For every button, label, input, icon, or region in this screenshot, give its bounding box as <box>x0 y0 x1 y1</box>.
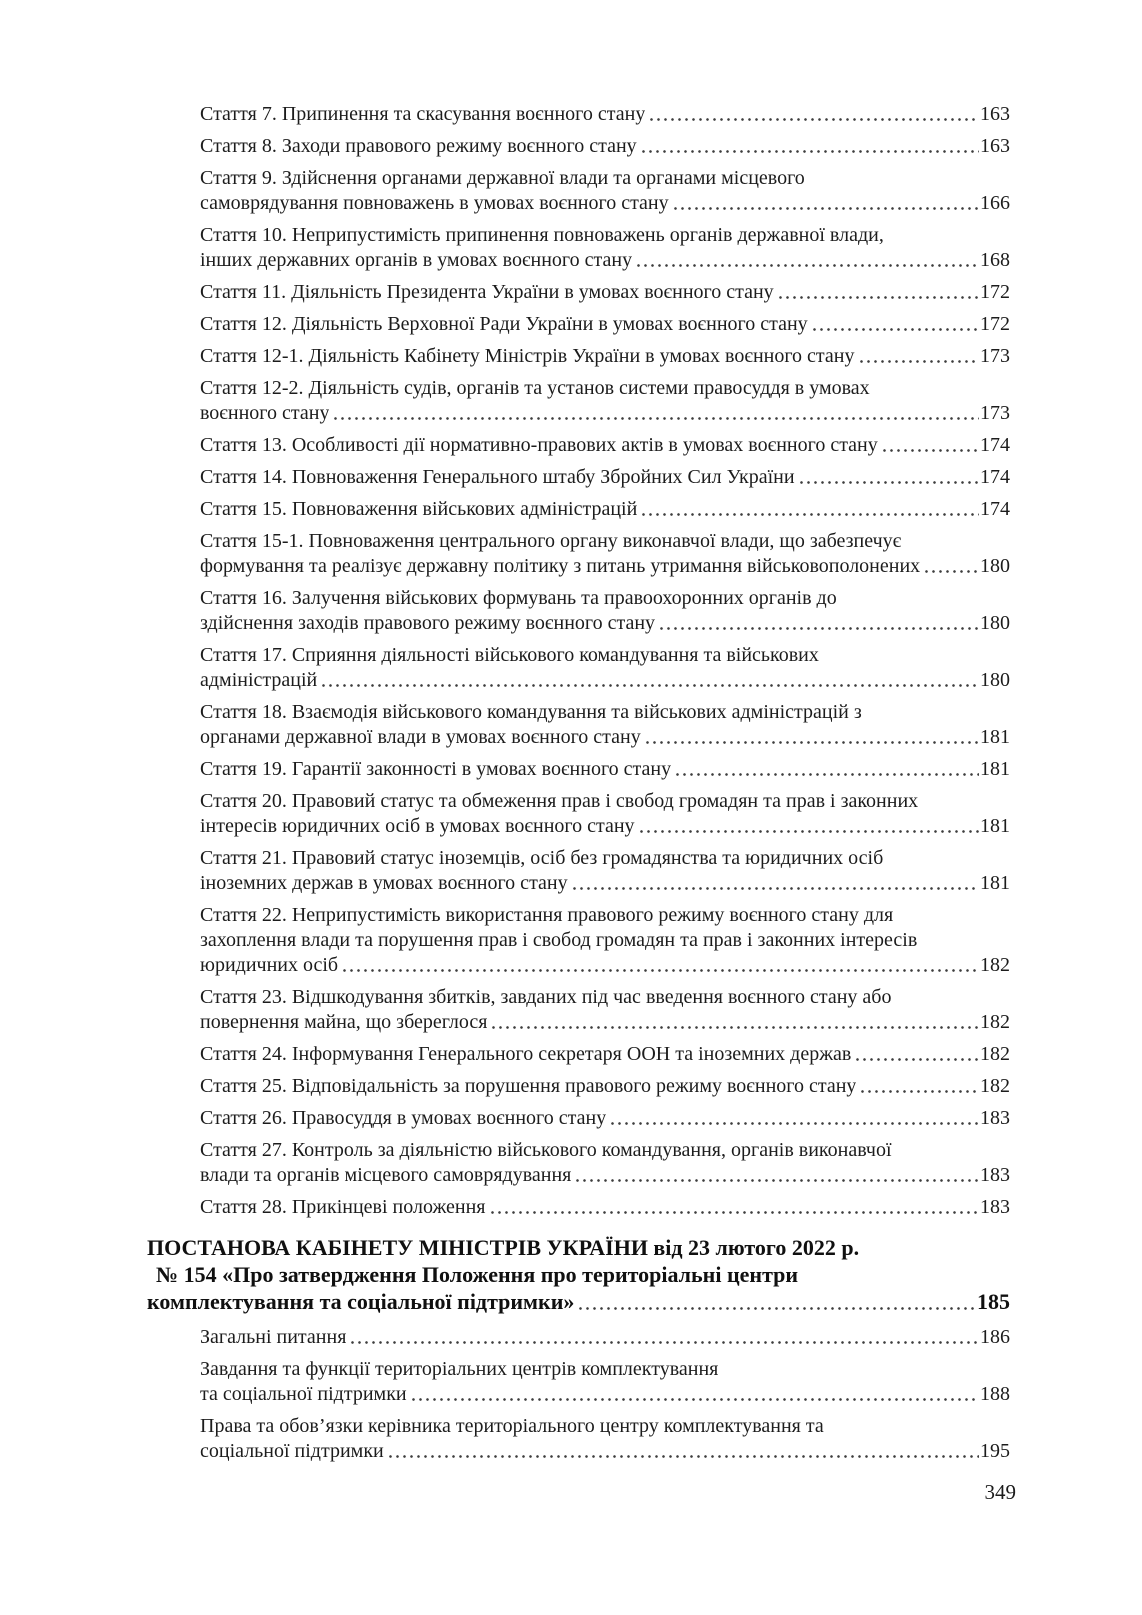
toc-page-number: 181 <box>980 726 1010 748</box>
toc-page-number: 182 <box>980 1043 1010 1065</box>
toc-entry-text: Стаття 26. Правосуддя в умовах воєнного стану <box>200 1107 607 1129</box>
toc-leader-dots <box>332 416 979 421</box>
toc <box>147 102 1010 1471</box>
toc-entry-text: Стаття 25. Відповідальність за порушення правового режиму воєнного стану <box>200 1075 857 1097</box>
toc-entry-text: влади та органів місцевого самоврядування <box>200 1164 572 1186</box>
toc-leader-dots <box>777 295 979 300</box>
toc-entry <box>200 134 1010 159</box>
toc-entry <box>200 903 1010 978</box>
toc-entry <box>200 312 1010 337</box>
toc-entry-lastline <box>200 1439 1010 1464</box>
toc-page-number: 181 <box>980 872 1010 894</box>
toc-entry-text: Стаття 15. Повноваження військових адміністрацій <box>200 498 638 520</box>
toc-entry-lastline <box>200 814 1010 839</box>
toc-entry-lastline <box>200 433 1010 458</box>
toc-page-number: 172 <box>980 313 1010 335</box>
toc-entry <box>200 789 1010 839</box>
toc-entry-lastline <box>200 1074 1010 1099</box>
toc-leader-dots <box>571 886 979 891</box>
toc-entry-lastline <box>200 1163 1010 1188</box>
toc-entry <box>200 433 1010 458</box>
toc-entry-text: Стаття 28. Прикінцеві положення <box>200 1196 486 1218</box>
toc-leader-dots <box>320 683 979 688</box>
toc-page-number: 163 <box>980 135 1010 157</box>
toc-entry <box>200 497 1010 522</box>
toc-entry <box>200 1357 1010 1407</box>
toc-leader-dots <box>489 1210 980 1215</box>
toc-leader-dots <box>648 117 979 122</box>
toc-page-number: 182 <box>980 1011 1010 1033</box>
toc-entry <box>200 1414 1010 1464</box>
toc-entry-text: органами державної влади в умовах воєнного стану <box>200 726 641 748</box>
toc-leader-dots <box>577 1306 976 1311</box>
toc-leader-dots <box>638 829 979 834</box>
toc-leader-dots <box>674 772 979 777</box>
toc-entry-line: Стаття 12-2. Діяльність судів, органів та установ системи правосуддя в умовах <box>200 377 870 399</box>
toc-entry-line: № 154 «Про затвердження Положення про територіальні центри <box>156 1262 799 1287</box>
toc-entry-line: Стаття 16. Залучення військових формувань та правоохоронних органів до <box>200 587 837 609</box>
toc-entry <box>200 757 1010 782</box>
toc-entry-lastline <box>200 953 1010 978</box>
toc-entry-lastline <box>200 344 1010 369</box>
toc-page-number: 180 <box>980 555 1010 577</box>
toc-page-number: 174 <box>980 498 1010 520</box>
toc-page-number: 173 <box>980 402 1010 424</box>
toc-page-number: 172 <box>980 281 1010 303</box>
toc-page-number: 183 <box>980 1107 1010 1129</box>
toc-entry-text: інших державних органів в умовах воєнного стану <box>200 249 633 271</box>
toc-entry-text: самоврядування повноважень в умовах воєнного стану <box>200 192 669 214</box>
toc-leader-dots <box>640 149 979 154</box>
toc-entry-lastline <box>200 554 1010 579</box>
toc-section-heading <box>147 1234 1010 1315</box>
toc-entry <box>200 1042 1010 1067</box>
toc-entry <box>200 1106 1010 1131</box>
toc-entry-text: Стаття 19. Гарантії законності в умовах воєнного стану <box>200 758 672 780</box>
toc-page-number: 174 <box>980 434 1010 456</box>
toc-page-number: 183 <box>980 1196 1010 1218</box>
toc-entry-lastline <box>200 668 1010 693</box>
toc-entry-text: формування та реалізує державну політику з питань утримання військовополонених <box>200 555 921 577</box>
toc-entry <box>200 1138 1010 1188</box>
toc-page-number: 182 <box>980 1075 1010 1097</box>
toc-page-number: 195 <box>980 1440 1010 1462</box>
toc-page-number: 181 <box>980 758 1010 780</box>
toc-entry-line: Стаття 9. Здійснення органами державної влади та органами місцевого <box>200 167 805 189</box>
toc-entry-lastline <box>200 248 1010 273</box>
toc-entry <box>200 1325 1010 1350</box>
toc-entry <box>200 586 1010 636</box>
toc-entry <box>200 1074 1010 1099</box>
toc-page-number: 185 <box>977 1289 1010 1314</box>
toc-entry-text: інтересів юридичних осіб в умовах воєнного стану <box>200 815 635 837</box>
toc-entry-line: Стаття 23. Відшкодування збитків, завданих під час введення воєнного стану або <box>200 986 892 1008</box>
toc-entry <box>200 166 1010 216</box>
toc-entry-lastline <box>200 757 1010 782</box>
toc-entry-text: іноземних держав в умовах воєнного стану <box>200 872 568 894</box>
toc-entry-lastline <box>200 1382 1010 1407</box>
toc-entry-lastline <box>200 1325 1010 1350</box>
toc-entry <box>200 344 1010 369</box>
toc-entry-text: адміністрацій <box>200 669 318 691</box>
toc-entry-lastline <box>200 312 1010 337</box>
toc-entry <box>200 376 1010 426</box>
toc-leader-dots <box>341 968 979 973</box>
toc-leader-dots <box>644 740 979 745</box>
toc-entry-lastline <box>200 280 1010 305</box>
toc-entry-line: Стаття 17. Сприяння діяльності військового командування та військових <box>200 644 819 666</box>
toc-entry-text: повернення майна, що збереглося <box>200 1011 488 1033</box>
toc-entry-line: Стаття 20. Правовий статус та обмеження прав і свобод громадян та прав і законних <box>200 790 919 812</box>
toc-entry <box>200 102 1010 127</box>
toc-entry <box>200 700 1010 750</box>
toc-entry-line: Стаття 18. Взаємодія військового командування та військових адміністрацій з <box>200 701 862 723</box>
toc-entry-lastline <box>147 1288 1010 1315</box>
toc-entry-text: та соціальної підтримки <box>200 1383 407 1405</box>
toc-entry-line: Стаття 10. Неприпустимість припинення повноважень органів державної влади, <box>200 224 884 246</box>
toc-entry <box>200 985 1010 1035</box>
toc-entry-text: соціальної підтримки <box>200 1440 384 1462</box>
toc-entry <box>200 1195 1010 1220</box>
toc-entry-text: Стаття 12. Діяльність Верховної Ради України в умовах воєнного стану <box>200 313 808 335</box>
toc-leader-dots <box>349 1340 979 1345</box>
toc-entry-line: Стаття 21. Правовий статус іноземців, осіб без громадянства та юридичних осіб <box>200 847 884 869</box>
toc-entry-lastline <box>200 725 1010 750</box>
toc-entry-line: Стаття 22. Неприпустимість використання правового режиму воєнного стану для <box>200 904 894 926</box>
toc-entry-lastline <box>200 401 1010 426</box>
toc-entry-text: Стаття 7. Припинення та скасування воєнного стану <box>200 103 646 125</box>
toc-entry-lastline <box>200 102 1010 127</box>
toc-entry-text: воєнного стану <box>200 402 330 424</box>
toc-page-number: 173 <box>980 345 1010 367</box>
toc-page-number: 180 <box>980 612 1010 634</box>
toc-entry-lastline <box>200 465 1010 490</box>
toc-entry-lastline <box>200 191 1010 216</box>
toc-entry-line: Завдання та функції територіальних центрів комплектування <box>200 1358 719 1380</box>
toc-entry-lastline <box>200 611 1010 636</box>
toc-entry-line: ПОСТАНОВА КАБІНЕТУ МІНІСТРІВ УКРАЇНИ від 23 лютого 2022 р. <box>147 1235 860 1260</box>
toc-entry-lastline <box>200 497 1010 522</box>
toc-entry-text: Стаття 14. Повноваження Генерального штабу Збройних Сил України <box>200 466 795 488</box>
toc-leader-dots <box>387 1454 979 1459</box>
toc-leader-dots <box>881 448 979 453</box>
toc-entry-lastline <box>200 1010 1010 1035</box>
toc-leader-dots <box>635 263 979 268</box>
toc-entry <box>200 643 1010 693</box>
toc-leader-dots <box>811 327 979 332</box>
toc-leader-dots <box>672 206 979 211</box>
toc-leader-dots <box>658 626 979 631</box>
toc-entry-text: Стаття 8. Заходи правового режиму воєнного стану <box>200 135 637 157</box>
toc-entry-text: Стаття 24. Інформування Генерального секретаря ООН та іноземних держав <box>200 1043 852 1065</box>
toc-entry-lastline <box>200 134 1010 159</box>
toc-entry-lastline <box>200 1195 1010 1220</box>
toc-entry <box>200 223 1010 273</box>
toc-entry-lastline <box>200 1106 1010 1131</box>
toc-entry-text: здійснення заходів правового режиму воєнного стану <box>200 612 656 634</box>
toc-leader-dots <box>410 1397 979 1402</box>
toc-leader-dots <box>574 1178 979 1183</box>
toc-entry-text: Стаття 13. Особливості дії нормативно-правових актів в умовах воєнного стану <box>200 434 878 456</box>
toc-page-number: 180 <box>980 669 1010 691</box>
toc-page-number: 183 <box>980 1164 1010 1186</box>
toc-leader-dots <box>858 359 980 364</box>
toc-entry-line: Стаття 15-1. Повноваження центрального органу виконавчої влади, що забезпечує <box>200 530 902 552</box>
footer-page-number: 349 <box>984 1480 1016 1504</box>
toc-page-number: 166 <box>980 192 1010 214</box>
toc-leader-dots <box>923 569 979 574</box>
toc-entry-line: захоплення влади та порушення прав і свобод громадян та прав і законних інтересів <box>200 929 918 951</box>
toc-page-number: 174 <box>980 466 1010 488</box>
toc-page-number: 182 <box>980 954 1010 976</box>
toc-entry-line: Права та обов’язки керівника територіального центру комплектування та <box>200 1415 824 1437</box>
toc-page-number: 181 <box>980 815 1010 837</box>
toc-entry-line: Стаття 27. Контроль за діяльністю військового командування, органів виконавчої <box>200 1139 892 1161</box>
toc-leader-dots <box>490 1025 979 1030</box>
toc-leader-dots <box>609 1121 979 1126</box>
toc-entry-text: юридичних осіб <box>200 954 339 976</box>
toc-leader-dots <box>798 480 979 485</box>
toc-leader-dots <box>640 512 979 517</box>
toc-entry-lastline <box>200 871 1010 896</box>
toc-leader-dots <box>854 1057 979 1062</box>
toc-page-number: 163 <box>980 103 1010 125</box>
toc-entry-text: комплектування та соціальної підтримки» <box>147 1289 575 1314</box>
toc-entry <box>200 280 1010 305</box>
toc-leader-dots <box>859 1089 979 1094</box>
toc-entry-text: Стаття 12-1. Діяльність Кабінету Міністрів України в умовах воєнного стану <box>200 345 855 367</box>
toc-entry-lastline <box>200 1042 1010 1067</box>
toc-page-number: 168 <box>980 249 1010 271</box>
toc-page-number: 188 <box>980 1383 1010 1405</box>
toc-entry <box>200 846 1010 896</box>
toc-entry <box>200 465 1010 490</box>
toc-page-number: 186 <box>980 1326 1010 1348</box>
toc-entry <box>200 529 1010 579</box>
toc-entry-text: Стаття 11. Діяльність Президента України в умовах воєнного стану <box>200 281 774 303</box>
toc-entry-text: Загальні питання <box>200 1326 347 1348</box>
